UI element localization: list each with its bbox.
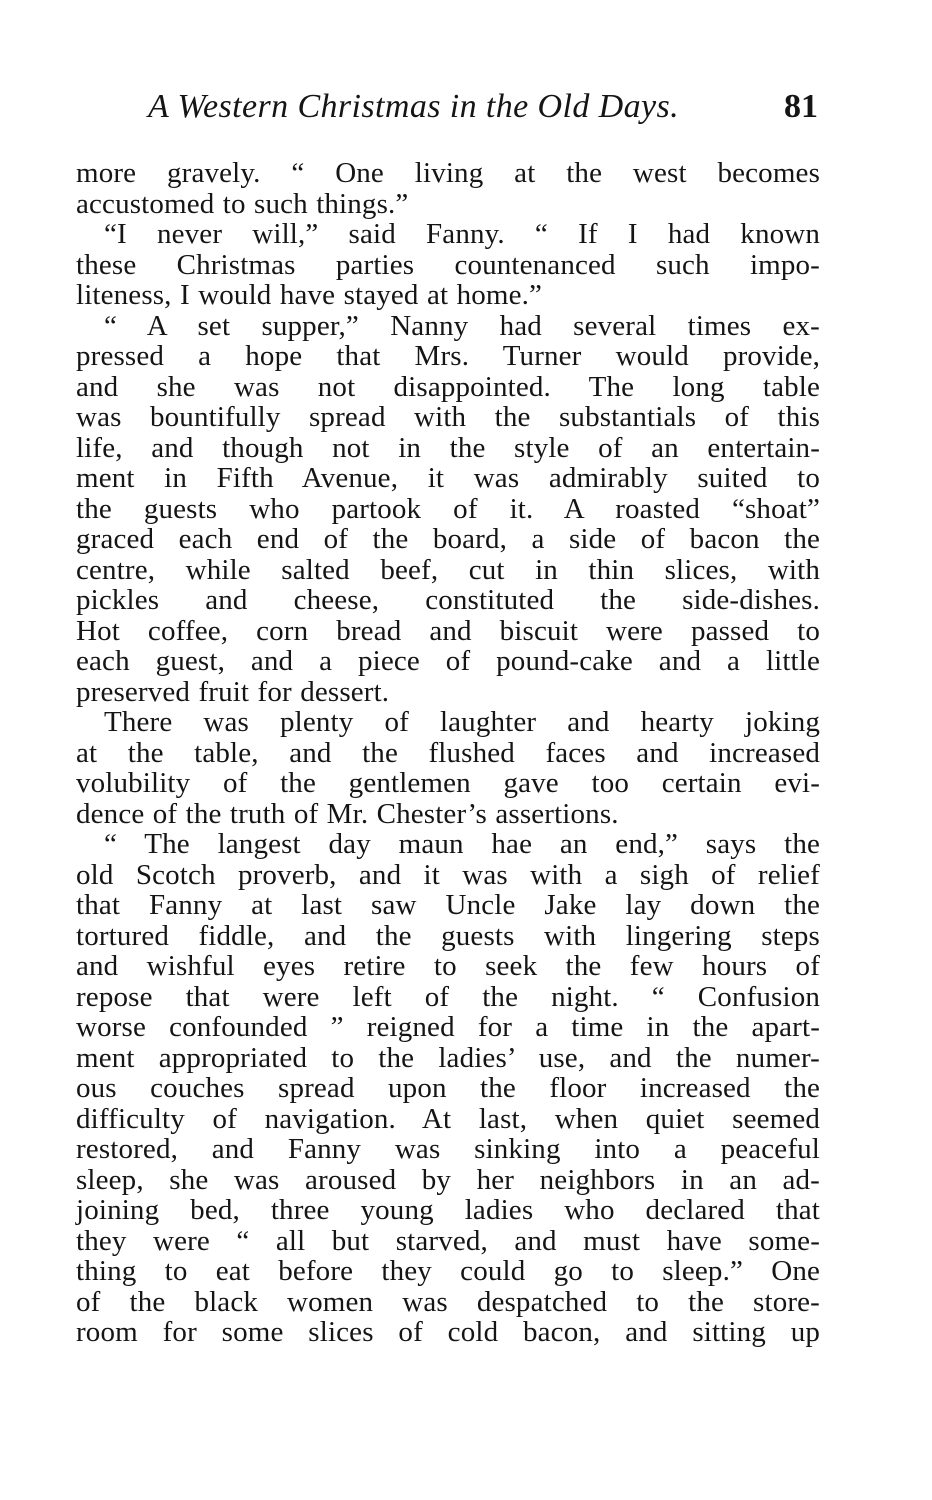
text-line: room for some slices of cold bacon, and sitting up	[76, 1316, 820, 1348]
text-line: was bountifully spread with the substantials of this	[76, 401, 820, 433]
text-line: joining bed, three young ladies who declared that	[76, 1194, 820, 1226]
text-line: these Christmas parties countenanced such impo-	[76, 248, 820, 281]
text-line: pickles and cheese, constituted the side-dishes.	[76, 584, 820, 616]
text-line: ment appropriated to the ladies’ use, and the numer-	[76, 1041, 820, 1074]
text-line: and wishful eyes retire to seek the few hours of	[76, 950, 820, 982]
text-line: Hot coffee, corn bread and biscuit were passed to	[76, 614, 820, 647]
text-line: old Scotch proverb, and it was with a sigh of relief	[76, 858, 820, 891]
text-line: thing to eat before they could go to sleep.” One	[76, 1255, 820, 1287]
text-line: of the black women was despatched to the store-	[76, 1285, 820, 1318]
text-line: life, and though not in the style of an entertain-	[76, 431, 820, 464]
text-line: There was plenty of laughter and hearty joking	[104, 706, 820, 738]
text-line: graced each end of the board, a side of bacon the	[76, 523, 820, 555]
text-line: preserved fruit for dessert.	[76, 675, 390, 708]
text-line: dence of the truth of Mr. Chester’s assertions.	[76, 797, 619, 830]
text-line: repose that were left of the night. “ Confusion	[76, 980, 820, 1013]
text-line: sleep, she was aroused by her neighbors in an ad-	[76, 1163, 820, 1196]
text-line: “ The langest day maun hae an end,” says the	[104, 828, 820, 860]
body-text	[76, 158, 820, 1348]
text-line: pressed a hope that Mrs. Turner would provide,	[76, 340, 820, 372]
page-number: 81	[784, 88, 818, 125]
text-line: and she was not disappointed. The long table	[76, 370, 820, 403]
text-line: tortured fiddle, and the guests with lingering steps	[76, 919, 820, 952]
text-line: worse confounded ” reigned for a time in the apart-	[76, 1011, 820, 1043]
text-line: the guests who partook of it. A roasted “shoat”	[76, 492, 820, 525]
running-title: A Western Christmas in the Old Days.	[148, 88, 680, 125]
text-line: volubility of the gentlemen gave too certain evi-	[76, 767, 820, 799]
running-head	[140, 88, 820, 128]
text-line: “I never will,” said Fanny. “ If I had known	[104, 218, 820, 250]
text-line: ous couches spread upon the floor increased the	[76, 1072, 820, 1104]
text-line: restored, and Fanny was sinking into a peaceful	[76, 1133, 820, 1165]
text-line: centre, while salted beef, cut in thin slices, with	[76, 553, 820, 586]
text-line: accustomed to such things.”	[76, 187, 409, 220]
text-line: that Fanny at last saw Uncle Jake lay down the	[76, 889, 820, 921]
text-line: each guest, and a piece of pound-cake and a little	[76, 645, 820, 677]
text-line: “ A set supper,” Nanny had several times ex-	[104, 309, 820, 342]
text-line: liteness, I would have stayed at home.”	[76, 279, 543, 311]
text-line: ment in Fifth Avenue, it was admirably suited to	[76, 462, 820, 494]
text-line: at the table, and the flushed faces and increased	[76, 736, 820, 769]
text-line: more gravely. “ One living at the west becomes	[76, 157, 820, 189]
text-line: they were “ all but starved, and must have some-	[76, 1224, 820, 1257]
text-line: difficulty of navigation. At last, when quiet seemed	[76, 1102, 820, 1135]
